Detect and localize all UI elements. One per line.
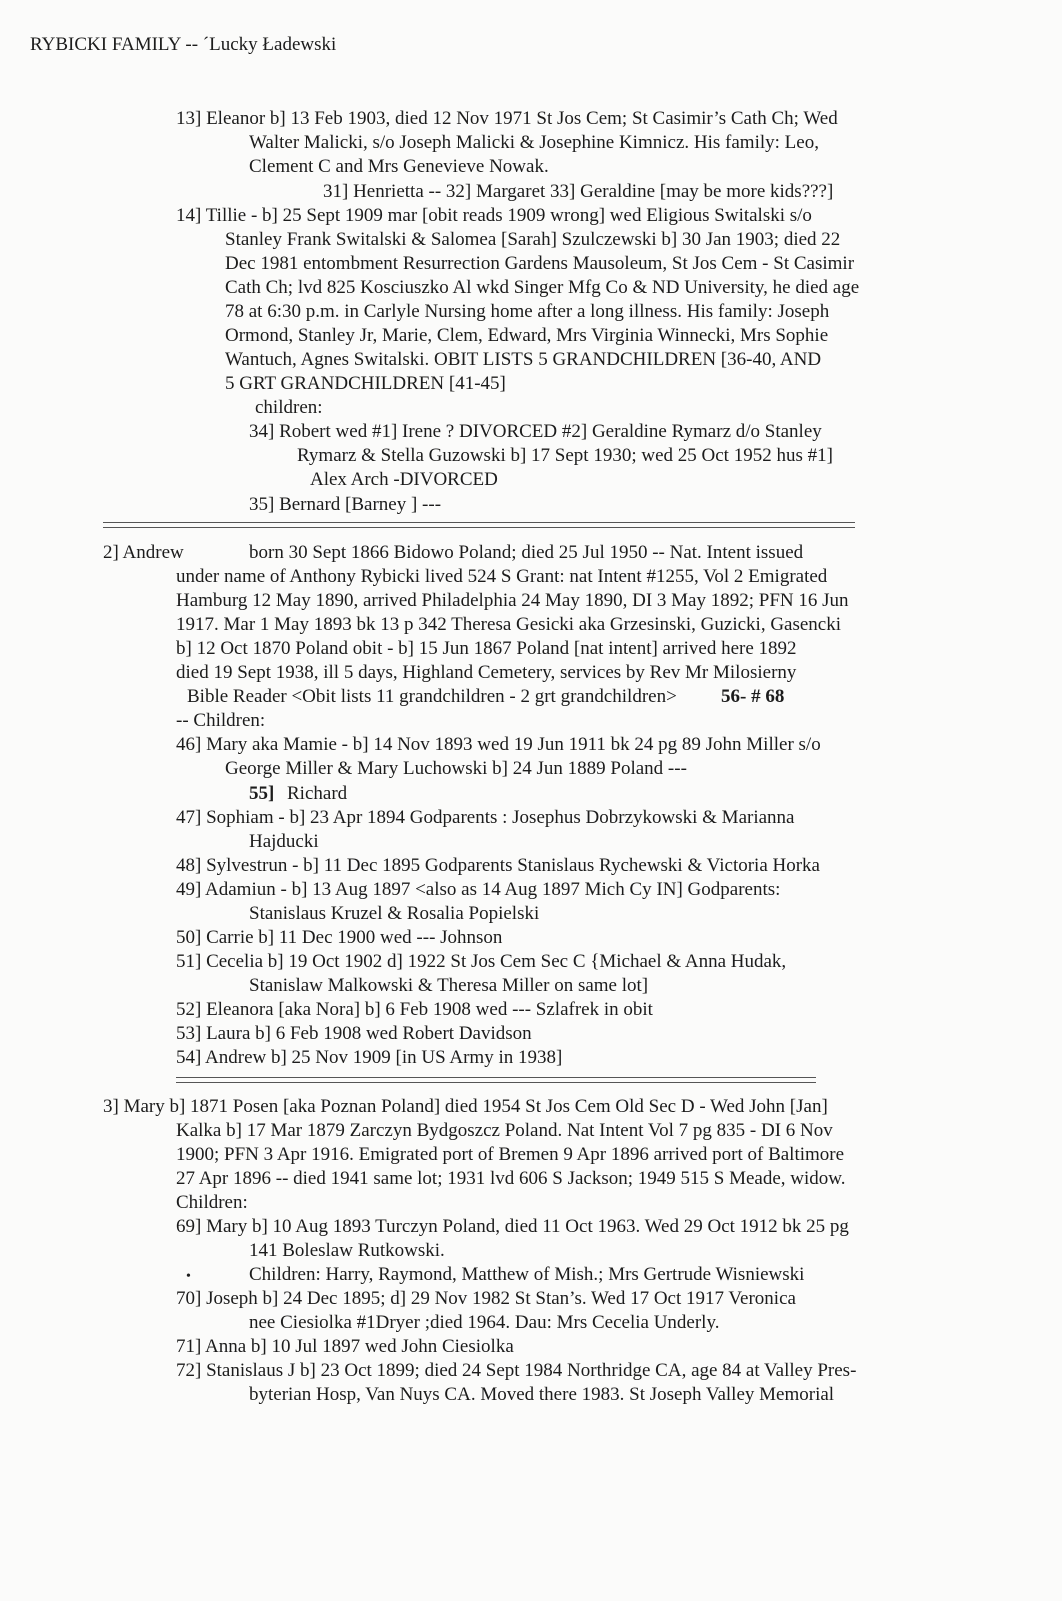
entry-line: Rymarz & Stella Guzowski b] 17 Sept 1930; wed 25 Oct 1952 hus #1] — [297, 445, 833, 466]
bullet-dot: • — [186, 1269, 191, 1284]
entry-line: Alex Arch -DIVORCED — [310, 469, 498, 490]
entry-line: b] 12 Oct 1870 Poland obit - b] 15 Jun 1867 Poland [nat intent] arrived here 1892 — [176, 638, 797, 659]
entry-line: Children: — [176, 1192, 248, 1213]
entry-line: 5 GRT GRANDCHILDREN [41-45] — [225, 373, 506, 394]
entry-line: 72] Stanislaus J b] 23 Oct 1899; died 24 Sept 1984 Northridge CA, age 84 at Valley Pres- — [176, 1360, 857, 1381]
entry-line: died 19 Sept 1938, ill 5 days, Highland Cemetery, services by Rev Mr Milosierny — [176, 662, 797, 683]
entry-line: Richard — [287, 783, 348, 804]
entry-line: 2] Andrew — [103, 542, 184, 563]
entry-line: 31] Henrietta -- 32] Margaret 33] Geraldine [may be more kids???] — [323, 181, 834, 202]
entry-line: Wantuch, Agnes Switalski. OBIT LISTS 5 GRANDCHILDREN [36-40, AND — [225, 349, 822, 370]
entry-line: 3] Mary b] 1871 Posen [aka Poznan Poland] died 1954 St Jos Cem Old Sec D - Wed John [Jan] — [103, 1096, 828, 1117]
entry-line: 46] Mary aka Mamie - b] 14 Nov 1893 wed 19 Jun 1911 bk 24 pg 89 John Miller s/o — [176, 734, 821, 755]
entry-line: Ormond, Stanley Jr, Marie, Clem, Edward, Mrs Virginia Winnecki, Mrs Sophie — [225, 325, 829, 346]
entry-line: -- Children: — [176, 710, 266, 731]
entry-line: byterian Hosp, Van Nuys CA. Moved there 1983. St Joseph Valley Memorial — [249, 1384, 835, 1405]
entry-line: 48] Sylvestrun - b] 11 Dec 1895 Godparents Stanislaus Rychewski & Victoria Horka — [176, 855, 820, 876]
entry-line: 49] Adamiun - b] 13 Aug 1897 <also as 14 Aug 1897 Mich Cy IN] Godparents: — [176, 879, 781, 900]
entry-line: children: — [255, 397, 323, 418]
entry-line: 1917. Mar 1 May 1893 bk 13 p 342 Theresa Gesicki aka Grzesinski, Guzicki, Gasencki — [176, 614, 842, 635]
entry-line: 71] Anna b] 10 Jul 1897 wed John Ciesiolka — [176, 1336, 514, 1357]
entry-line: 70] Joseph b] 24 Dec 1895; d] 29 Nov 1982 St Stan’s. Wed 17 Oct 1917 Veronica — [176, 1288, 796, 1309]
section-divider — [103, 522, 855, 528]
entry-line: Hamburg 12 May 1890, arrived Philadelphia 24 May 1890, DI 3 May 1892; PFN 16 Jun — [176, 590, 849, 611]
entry-line: 47] Sophiam - b] 23 Apr 1894 Godparents : Josephus Dobrzykowski & Marianna — [176, 807, 795, 828]
entry-line: George Miller & Mary Luchowski b] 24 Jun 1889 Poland --- — [225, 758, 687, 779]
entry-line: Dec 1981 entombment Resurrection Gardens Mausoleum, St Jos Cem - St Casimir — [225, 253, 855, 274]
entry-line: Stanislaus Kruzel & Rosalia Popielski — [249, 903, 540, 924]
entry-line: under name of Anthony Rybicki lived 524 S Grant: nat Intent #1255, Vol 2 Emigrated — [176, 566, 828, 587]
entry-line: 13] Eleanor b] 13 Feb 1903, died 12 Nov 1971 St Jos Cem; St Casimir’s Cath Ch; Wed — [176, 108, 838, 129]
entry-line: 27 Apr 1896 -- died 1941 same lot; 1931 lvd 606 S Jackson; 1949 515 S Meade, widow. — [176, 1168, 846, 1189]
entry-line: 51] Cecelia b] 19 Oct 1902 d] 1922 St Jos Cem Sec C {Michael & Anna Hudak, — [176, 951, 787, 972]
entry-line: 69] Mary b] 10 Aug 1893 Turczyn Poland, died 11 Oct 1963. Wed 29 Oct 1912 bk 25 pg — [176, 1216, 849, 1237]
entry-line: 54] Andrew b] 25 Nov 1909 [in US Army in 1938] — [176, 1047, 563, 1068]
section-divider — [176, 1077, 816, 1083]
entry-line: 34] Robert wed #1] Irene ? DIVORCED #2] Geraldine Rymarz d/o Stanley — [249, 421, 822, 442]
entry-line: 78 at 6:30 p.m. in Carlyle Nursing home after a long illness. His family: Joseph — [225, 301, 830, 322]
entry-line: Hajducki — [249, 831, 319, 852]
entry-line: 50] Carrie b] 11 Dec 1900 wed --- Johnson — [176, 927, 503, 948]
entry-line: 52] Eleanora [aka Nora] b] 6 Feb 1908 wed --- Szlafrek in obit — [176, 999, 653, 1020]
entry-line: Kalka b] 17 Mar 1879 Zarczyn Bydgoszcz Poland. Nat Intent Vol 7 pg 835 - DI 6 Nov — [176, 1120, 833, 1141]
entry-line: 53] Laura b] 6 Feb 1908 wed Robert Davidson — [176, 1023, 532, 1044]
entry-line: 1900; PFN 3 Apr 1916. Emigrated port of Bremen 9 Apr 1896 arrived port of Baltimore — [176, 1144, 845, 1165]
entry-line: Stanislaw Malkowski & Theresa Miller on same lot] — [249, 975, 649, 996]
entry-line: 141 Boleslaw Rutkowski. — [249, 1240, 445, 1261]
entry-line: 14] Tillie - b] 25 Sept 1909 mar [obit reads 1909 wrong] wed Eligious Switalski s/o — [176, 205, 812, 226]
entry-line: nee Ciesiolka #1Dryer ;died 1964. Dau: Mrs Cecelia Underly. — [249, 1312, 720, 1333]
page-header: RYBICKI FAMILY -- ´Lucky Ładewski — [30, 34, 337, 55]
entry-line: Cath Ch; lvd 825 Kosciuszko Al wkd Singer Mfg Co & ND University, he died age — [225, 277, 860, 298]
entry-line-bold: 56- # 68 — [721, 686, 785, 707]
entry-line: Walter Malicki, s/o Joseph Malicki & Josephine Kimnicz. His family: Leo, — [249, 132, 819, 153]
entry-line: Stanley Frank Switalski & Salomea [Sarah] Szulczewski b] 30 Jan 1903; died 22 — [225, 229, 841, 250]
entry-line-bold: 55] — [249, 783, 275, 804]
entry-line: Clement C and Mrs Genevieve Nowak. — [249, 156, 549, 177]
entry-line: born 30 Sept 1866 Bidowo Poland; died 25 Jul 1950 -- Nat. Intent issued — [249, 542, 804, 563]
entry-line: Children: Harry, Raymond, Matthew of Mish.; Mrs Gertrude Wisniewski — [249, 1264, 805, 1285]
entry-line: Bible Reader <Obit lists 11 grandchildren - 2 grt grandchildren> — [187, 686, 677, 707]
entry-line: 35] Bernard [Barney ] --- — [249, 494, 442, 515]
